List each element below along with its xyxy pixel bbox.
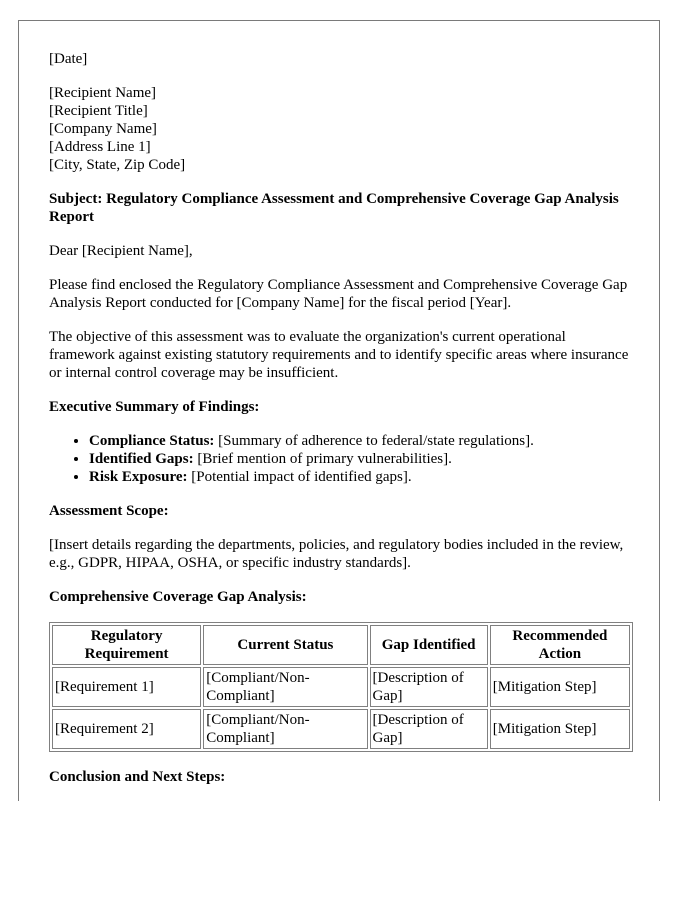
table-cell: [Compliant/Non-Compliant] bbox=[203, 709, 367, 749]
subject-line: Subject: Regulatory Compliance Assessment and Comprehensive Coverage Gap Analysis Report bbox=[49, 191, 619, 225]
summary-item-label: Risk Exposure: bbox=[89, 469, 188, 485]
recipient-company: [Company Name] bbox=[49, 121, 157, 137]
table-cell: [Compliant/Non-Compliant] bbox=[203, 667, 367, 707]
conclusion-heading: Conclusion and Next Steps: bbox=[49, 769, 226, 785]
table-header-row bbox=[52, 625, 630, 665]
column-header-requirement: Regulatory Requirement bbox=[52, 625, 201, 665]
recipient-address: [Address Line 1] bbox=[49, 139, 151, 155]
intro-paragraph: Please find enclosed the Regulatory Compliance Assessment and Comprehensive Coverage Gap Analysis Report conducted for [Company Name] for the fiscal period [Year]. bbox=[49, 277, 628, 311]
executive-summary-list bbox=[49, 432, 634, 486]
table-cell: [Mitigation Step] bbox=[490, 667, 630, 707]
summary-item-label: Compliance Status: bbox=[89, 433, 215, 449]
summary-item-text: [Brief mention of primary vulnerabilities]. bbox=[193, 451, 452, 467]
executive-summary-heading: Executive Summary of Findings: bbox=[49, 399, 260, 415]
recipient-block bbox=[49, 84, 634, 174]
table-cell: [Requirement 1] bbox=[52, 667, 201, 707]
table-cell: [Description of Gap] bbox=[370, 709, 488, 749]
column-header-gap: Gap Identified bbox=[370, 625, 488, 665]
table-cell: [Description of Gap] bbox=[370, 667, 488, 707]
scope-heading: Assessment Scope: bbox=[49, 503, 169, 519]
letter-date: [Date] bbox=[49, 51, 88, 67]
scope-text: [Insert details regarding the departments, policies, and regulatory bodies included in the review, e.g., GDPR, HIPAA, OSHA, or specific industry standards]. bbox=[49, 537, 624, 571]
recipient-city-state-zip: [City, State, Zip Code] bbox=[49, 157, 186, 173]
objective-paragraph: The objective of this assessment was to evaluate the organization's current operational framework against existing statutory requirements and to identify specific areas where insurance or internal control coverage may be insufficient. bbox=[49, 329, 629, 381]
gap-analysis-heading: Comprehensive Coverage Gap Analysis: bbox=[49, 589, 307, 605]
letter-page bbox=[18, 20, 660, 801]
recipient-name: [Recipient Name] bbox=[49, 85, 157, 101]
summary-item-text: [Potential impact of identified gaps]. bbox=[187, 469, 412, 485]
table-cell: [Requirement 2] bbox=[52, 709, 201, 749]
list-item bbox=[89, 432, 634, 450]
recipient-title: [Recipient Title] bbox=[49, 103, 148, 119]
column-header-status: Current Status bbox=[203, 625, 367, 665]
table-cell: [Mitigation Step] bbox=[490, 709, 630, 749]
table-row bbox=[52, 709, 630, 749]
list-item bbox=[89, 468, 634, 486]
list-item bbox=[89, 450, 634, 468]
salutation: Dear [Recipient Name], bbox=[49, 243, 193, 259]
column-header-action: Recommended Action bbox=[490, 625, 630, 665]
summary-item-text: [Summary of adherence to federal/state regulations]. bbox=[214, 433, 534, 449]
letter-content bbox=[49, 50, 634, 801]
table-row bbox=[52, 667, 630, 707]
summary-item-label: Identified Gaps: bbox=[89, 451, 194, 467]
gap-analysis-table bbox=[49, 622, 633, 752]
